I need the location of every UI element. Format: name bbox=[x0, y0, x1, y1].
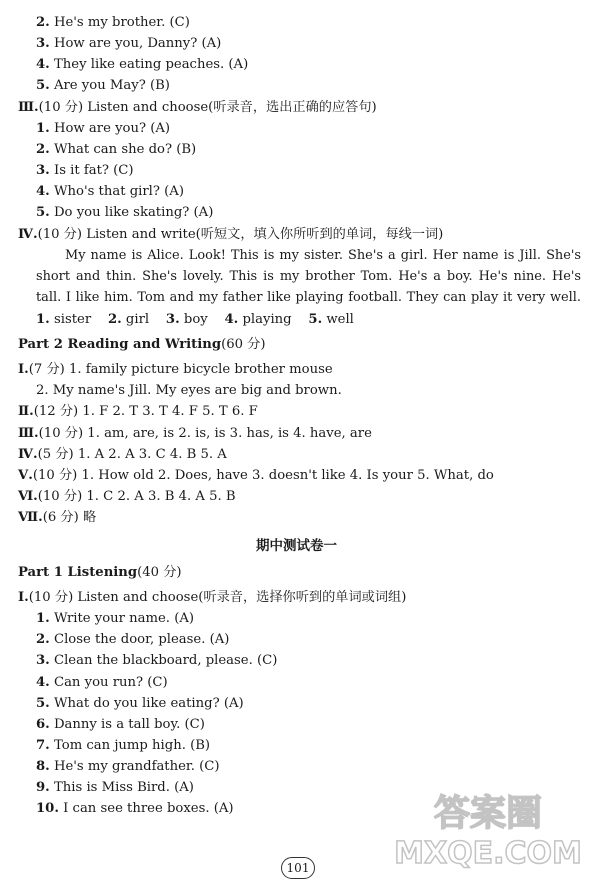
midterm-title: 期中测试卷一 bbox=[256, 538, 337, 554]
watermark-text-cn: 答案圈 bbox=[433, 793, 543, 834]
list-item: 8. He's my grandfather. (C) bbox=[36, 759, 220, 774]
passage: My name is Alice. Look! This is my sister. She's a girl. Her name is Jill. She's short and thin. She's lovely. This is my brother Tom. He's a boy. He's nine. He's tall. I like him. Tom and my father like playing football. They can play it very well. bbox=[36, 248, 581, 305]
part2-row: 2. My name's Jill. My eyes are big and brown. bbox=[36, 383, 342, 398]
list-item: 5. Do you like skating? (A) bbox=[36, 205, 214, 220]
list-item: 2. What can she do? (B) bbox=[36, 142, 197, 157]
part2-row: Ⅵ.(10 分) 1. C 2. A 3. B 4. A 5. B bbox=[18, 489, 236, 504]
list-item: 3. How are you, Danny? (A) bbox=[36, 36, 222, 51]
list-item: 6. Danny is a tall boy. (C) bbox=[36, 717, 205, 732]
section-3-header: Ⅲ.(10 分) Listen and choose(听录音，选出正确的应答句) bbox=[18, 100, 377, 115]
list-item: 7. Tom can jump high. (B) bbox=[36, 738, 211, 753]
part2-row: Ⅴ.(10 分) 1. How old 2. Does, have 3. doesn't like 4. Is your 5. What, do bbox=[18, 468, 494, 483]
part2-row: Ⅱ.(12 分) 1. F 2. T 3. T 4. F 5. T 6. F bbox=[18, 404, 258, 419]
list-item: 5. Are you May? (B) bbox=[36, 78, 170, 93]
list-item: 1. How are you? (A) bbox=[36, 121, 171, 136]
part2-row: Ⅶ.(6 分) 略 bbox=[18, 510, 97, 525]
part-2-title: Part 2 Reading and Writing(60 分) bbox=[18, 337, 266, 352]
page-number: 101 bbox=[281, 857, 315, 879]
watermark-text-en: MXQE.COM bbox=[394, 836, 582, 871]
part1-section-1-header: Ⅰ.(10 分) Listen and choose(听录音，选择你听到的单词或词组) bbox=[18, 590, 407, 605]
list-item: 5. What do you like eating? (A) bbox=[36, 696, 244, 711]
section-4-header: Ⅳ.(10 分) Listen and write(听短文，填入你所听到的单词，每线一词) bbox=[18, 227, 444, 242]
part-1-title: Part 1 Listening(40 分) bbox=[18, 565, 182, 580]
answers-row: 1. sister 2. girl 3. boy 4. playing 5. well bbox=[36, 312, 354, 327]
list-item: 2. He's my brother. (C) bbox=[36, 15, 190, 30]
list-item: 4. Can you run? (C) bbox=[36, 675, 168, 690]
part2-row: Ⅳ.(5 分) 1. A 2. A 3. C 4. B 5. A bbox=[18, 447, 227, 462]
list-item: 4. They like eating peaches. (A) bbox=[36, 57, 249, 72]
list-item: 3. Clean the blackboard, please. (C) bbox=[36, 653, 278, 668]
part2-row: Ⅲ.(10 分) 1. am, are, is 2. is, is 3. has, is 4. have, are bbox=[18, 426, 372, 441]
part2-row: Ⅰ.(7 分) 1. family picture bicycle brother mouse bbox=[18, 362, 333, 377]
list-item: 4. Who's that girl? (A) bbox=[36, 184, 184, 199]
watermark-logo bbox=[393, 783, 583, 873]
list-item: 9. This is Miss Bird. (A) bbox=[36, 780, 194, 795]
list-item: 10. I can see three boxes. (A) bbox=[36, 801, 234, 816]
list-item: 1. Write your name. (A) bbox=[36, 611, 195, 626]
list-item: 2. Close the door, please. (A) bbox=[36, 632, 230, 647]
list-item: 3. Is it fat? (C) bbox=[36, 163, 134, 178]
